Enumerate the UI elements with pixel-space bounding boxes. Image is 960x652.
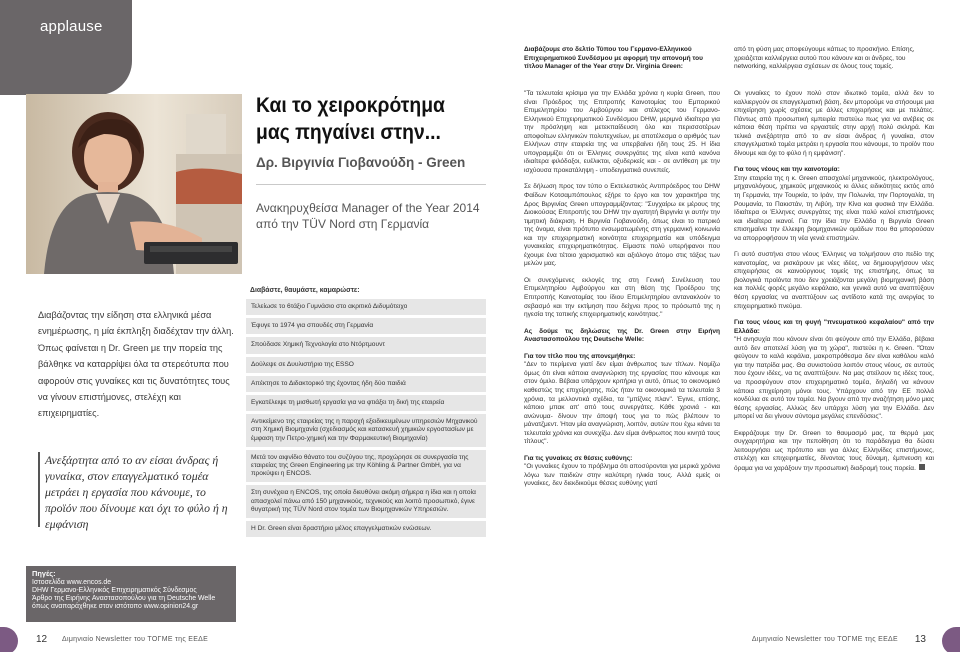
- article-paragraph: "Τα τελευταία κρίσιμα για την Ελλάδα χρόνια η κυρία Green, που είναι Πρόεδρος της Επιτροπής Καινοτομίας του Εμπορικού Επιμελητηρίου του Αμβούργου και στέλεχος του Γερμανο-Ελληνικού Επιχειρηματικού Συνδέσμου DHW, μεριμνά ιδιαίτερα για την πρόσληψη και μετεκπαίδευση όλο και περισσοτέρων αποφοίτων ελληνικών πολυτεχνείων, με αποτέλεσμα ο αριθμός των Ελλήνων στην εταιρεία της να υπερβαίνει ήδη τους 25. Η ίδια υπογραμμίζει ότι οι Έλληνες συνεργάτες της είναι κατά κανόνα ιδιαίτερα φιλόδοξοι, ευέλικτοι, οξυδερκείς και - σε αντίθεση με την ισχύουσα προκατάληψη - υποδειγματικά συνεπείς.: [524, 90, 720, 174]
- question-heading: Για τον τίτλο που της απονεμήθηκε:: [524, 352, 636, 360]
- footer-right: [488, 632, 928, 650]
- press-release-heading: Διαβάζουμε στο δελτίο Τύπου του Γερμανο-Ελληνικού Επιχειρηματικού Συνδέσμου με αφορμή την απονομή του τίτλου Manager of the Year στην Dr. Virginia Green:: [524, 46, 703, 71]
- end-mark-icon: [919, 464, 925, 470]
- footer-left: [30, 632, 472, 650]
- timeline-item: Δούλεψε σε Δυυλιστήριο της ESSO: [246, 357, 486, 373]
- pull-quote: Ανεξάρτητα από το αν είσαι άνδρας ή γυναίκα, στον επαγγελματικό τομέα μετράει η εργασία που κάνουμε, το προϊόν που δίνουμε και όχι το φύλο ή η εμφάνιση: [38, 452, 234, 527]
- footer-publication: Διμηνιαίο Newsletter του ΤΟΓΜΕ της ΕΕΔΕ: [751, 636, 898, 643]
- article-paragraph: Σε δήλωση προς τον τύπο ο Εκτελεστικός Αντιπρόεδρος του DHW Φαίδων Κοτσαμπόπουλος εξήρε το έργο και τον χαρακτήρα της Δρος Βιργινίας Green υπογραμμίζοντας: "Συγχαίρω εκ μέρους της Διοικούσας Επιτροπής του DHW την αγαπητή Βιργινία γι αυτήν την τιμητική διάκριση. Η Βιργινία Γιοβανούδη, όπως είναι το πατρικό της όνομα, είναι πρότυπο ενσωματωμένης στη γερμανική κοινωνία και την επιχειρηματική κοινότητα επιχειρηματία και υπόδειγμα γυναικείας επιχειρηματικότητας. Είμαστε πολύ υπερήφανοι που έχουμε ένα τέτοιο χαρισματικό και αξιόλογο άτομο στις τάξεις των μελών μας.: [524, 183, 720, 268]
- article-author: Δρ. Βιργινία Γιοβανούδη - Green: [256, 155, 466, 170]
- sources-box: [26, 566, 236, 622]
- section-label: applause: [40, 18, 103, 35]
- article-column-1: [524, 90, 720, 497]
- portrait-photo: [26, 94, 242, 274]
- timeline-item: Στη συνέχεια η ENCOS, της οποία διευθύνει ακόμη σήμερα η ίδια και η οποία απασχολεί πάνω από 150 μηχανικούς, τεχνικούς και λοιπό προσωπικό, έγινε θυγατρική της TÜV Nord στον τομέα των Βιομηχανικών Υπηρεσιών.: [246, 485, 486, 518]
- closing-paragraph: [734, 430, 934, 474]
- timeline-item: Αντικείμενο της εταιρείας της η παροχή εξειδικευμένων υπηρεσιών Μηχανικού στη Χημική Βιομηχανία (σχεδιασμός και κατασκευή χημικών εργοστασίων με έμφαση την Πετρο-χημική και την Φαρμακευτική Βιομηχανία): [246, 414, 486, 447]
- award-subtitle: Ανακηρυχθείσα Manager of the Year 2014 από την TÜV Nord στη Γερμανία: [256, 201, 480, 231]
- source-line: Άρθρο της Ειρήνης Αναστασοπούλου για τη Deutsche Welle: [32, 595, 216, 602]
- page-edge-tab-right: [942, 627, 960, 652]
- footer-publication: Διμηνιαίο Newsletter του ΤΟΓΜΕ της ΕΕΔΕ: [62, 636, 209, 643]
- article-paragraph: "Οι γυναίκες έχουν το πρόβλημα ότι αποσύρονται για μερικά χρόνια λόγω των παιδιών στην καλύτερη ηλικία τους. Αλλά εμείς οι γυναίκες, δεν διεκδικούμε θέσεις ευθύνης γιατί: [524, 463, 720, 488]
- timeline-list: [246, 299, 486, 540]
- article-paragraph: "Δεν το περίμενα γιατί δεν είμαι άνθρωπος των τίτλων. Νομίζω όμως ότι είναι κάποια αναγνώριση της εργασίας που κάνουμε και στον όμιλο. Βέβαια υπάρχουν κριτήρια γι αυτό, όπως το οικονομικό καθεστώς της επιχείρησης, πώς ήταν τα οικονομικά τα τελευταία 3 χρόνια, τα μελλοντικά σχέδια, τα "μπίζνες πλαν". Έγινε, επίσης, κάποιο μπακ απ' από τους συνεργάτες. Κάθε χρονιά - και ανώνυμα- δίνουν την άποψή τους για το πώς βλέπουν το μάνατζμεντ. Ήταν μία αναγνώριση, λοιπόν, αυτών που έχω κάνει τα τελευταία χρόνια και συνεχίζω. Δεν είμαι άνθρωπος που κινητά τους τίτλους".: [524, 361, 720, 446]
- timeline-item: Τελείωσε το 6τάξιο Γυμνάσιο στο ακριτικό Διδυμότειχο: [246, 299, 486, 315]
- source-line: Ιστοσελίδα www.encos.de: [32, 579, 112, 586]
- section-tab: [0, 0, 132, 95]
- page-edge-tab-left: [0, 627, 18, 652]
- timeline-item: Σπούδασε Χημική Τεχνολογία στο Ντόρτμουντ: [246, 337, 486, 353]
- interview-intro: Ας δούμε τις δηλώσεις της Dr. Green στην Ειρήνη Αναστασοπούλου της Deutsche Welle:: [524, 327, 720, 344]
- timeline-item: Απέκτησε το Διδακτορικό της έχοντας ήδη δύο παιδιά: [246, 376, 486, 392]
- sources-label: Πηγές:: [32, 569, 56, 578]
- article-paragraph: Οι γυναίκες το έχουν πολύ στον ιδιωτικό τομέα, αλλά δεν το καλλιεργούν σε επαγγελματική βάση, δεν μπορούμε να στήσουμε μια επιχείρηση χωρίς σχέσεις με άλλες επιχειρήσεις και με πελάτες. Πάντως από προσωπική εμπειρία πιστεύω πως για να ανέβεις σε κάποια θέση πρέπει να εργαστείς στην αρχή πολύ σκληρά. Και τελικά ανεξάρτητα από το αν είσαι άνδρας ή γυναίκα, στον επαγγελματικό τομέα μετράει η εργασία που κάνουμε, το προϊόν που δίνουμε και όχι το φύλο ή η εμφάνιση".: [734, 90, 934, 157]
- article-column-2: [734, 90, 934, 481]
- title-divider: [256, 184, 486, 185]
- closing-text: Εκφράζουμε την Dr. Green το θαυμασμό μας, τα θερμά μας συγχαρητήρια και την πεποίθηση ότι το παράδειγμα θα δώσει λειτουργήσει ως πρότυπο και για άλλες Ελληνίδες επιστήμονες, στελέχη και επιχειρηματίες, δίνοντας τους δύναμη, έμπνευση και όραμα για να χαράξουν την προσωπική διαδρομή τους πορεία.: [734, 429, 934, 472]
- source-line: όπως αναπαράχθηκε στον ιστότοπο www.opinion24.gr: [32, 603, 199, 610]
- page-number-right: 13: [914, 634, 926, 645]
- timeline-item: Η Dr. Green είναι δραστήριο μέλος επαγγελματικών ενώσεων.: [246, 521, 486, 537]
- article-paragraph: "Η ανησυχία που κάνουν είναι ότι φεύγουν από την Ελλάδα, βέβαια αυτό δεν αποτελεί λύση για τη χώρα", πιστεύει η κ. Green. "Όταν φεύγουν το καλά κεφάλια, μακροπρόθεσμα δεν είναι καθόλου καλό για την πατρίδα μας. Θα συνιστούσα λοιπόν στους νέους, σε αυτούς που έχουν ιδέες, να τις αναπτύξουν. Να μας στείλουν τις ιδέες τους, να προσφύγουν στον επιχειρηματικό τομέα, δηλαδή να κάνουν κάποια επιχείρηση μόνοι τους. Υπάρχουν από την ΕΕ πολλά κονδύλια σε αυτό τον τομέα. Να βγουν από την αναζήτηση μόνο μιας θέσης εργασίας. Αλλιώς δεν υπάρχει λύση για την Ελλάδα. Δεν μπορεί να δει γίνουν σύντομα μεγάλες επενδύσεις".: [734, 336, 934, 421]
- intro-paragraph: Διαβάζοντας την είδηση στα ελληνικά μέσα ενημέρωσης, η μία έκπληξη διαδέχταν την άλλη. Όπως φαίνεται η Dr. Green με την πορεία της βάλθηκε να καταρρίψει όλα τα στερεότυπα που αφορούν στις γυναίκες και τις δυνατότητες τους να γίνουν επιστήμονες, στελέχη και επιχειρηματίες.: [38, 310, 234, 419]
- article-paragraph: Στην εταιρεία της η κ. Green απασχολεί μηχανικούς, ηλεκτρολόγους, μηχανολόγους, χημικούς μηχανικούς κι άλλες ειδικότητες εκτός από τη Γερμανία, την Τουρκία, το Ιράν, την Πολωνία, την Πορτογαλία, τη Ρουμανία, το Πακιστάν, τη Λιβύη, την Κίνα και φυσικά την Ελλάδα. Ιδιαίτερα οι Έλληνες συνεργάτες της είναι πολύ καλοί επιστήμονες και ιδιαίτερα ικανοί. Για την ίδια την Ελλάδα η Βιργινία Green επισημαίνει την έλλειψη βιομηχανικών ομάδων που θα μπορούσαν να απορροφήσουν τη νέα γενιά επιστημών.: [734, 174, 934, 242]
- portrait-illustration: [26, 94, 242, 274]
- question-heading: Για τους νέους και τη φυγή "πνευματικού κεφαλαίου" από την Ελλάδα:: [734, 319, 934, 335]
- timeline-item: Εγκατέλειψε τη μισθωτή εργασία για να φτιάξει τη δική της εταιρεία: [246, 395, 486, 411]
- article-paragraph: Γι αυτό συστήνει στου νέους Έλληνες να τολμήσουν στο πεδίο της καινοτομίας, να ρισκάρουν με νέες ιδέες, να δημιουργήσουν νέες επιχειρήσεις σε καινούργιους τομείς της επιστήμης, όπως τα βιολογικά προϊόντα που δεν χρειάζονται μεγάλη βιομηχανική βάση και πολλές φορές μεγάλο κεφάλαιο, και γενικά αυτό να αναπτύξουν θέση εργασίας να αναπτύξουν ως αντίδοτο κατά της ανεργίας το επιχειρηματικό πνεύμα.: [734, 251, 934, 310]
- timeline-heading: Διαβάστε, θαυμάστε, καμαρώστε:: [250, 287, 360, 294]
- timeline-item: Μετά τον αιφνίδιο θάνατο του συζύγου της, προχώρησε σε συνεργασία της εταιρείας της Green Engineering με την Köhling & Partner GmbH, για να προκύψει η ENCOS.: [246, 450, 486, 483]
- article-paragraph: Οι συνεχόμενες εκλογές της στη Γενική Συνέλευση του Επιμελητηρίου Αμβούργου και στη θέση της Προέδρου της Επιτροπής Καινοτομίας του ίδιου Επιμελητηρίου αντανακλούν το σεβασμό και την εκτίμηση που δείχνει προς το πρόσωπό της η ηγεσία της τοπικής επιχειρηματικής κοινότητας.": [524, 276, 720, 319]
- question-heading: Για τις γυναίκες σε θέσεις ευθύνης:: [524, 454, 633, 462]
- timeline-item: Έφυγε το 1974 για σπουδές στη Γερμανία: [246, 318, 486, 334]
- source-line: DHW Γερμανο-Ελληνικός Επιχειρηματικός Σύνδεσμος: [32, 587, 197, 594]
- page-title: Και το χειροκρότημα μας πηγαίνει στην...: [256, 94, 445, 144]
- continued-text-top: από τη φύση μας αποφεύγουμε κάπως το προσκήνιο. Επίσης, χρειάζεται καλλιέργεια αυτού που κάνουν και οι άνδρες, του networking, καλλιέργεια σχέσεων σε όλους τους τομείς.: [734, 46, 915, 71]
- question-heading: Για τους νέους και την καινοτομία:: [734, 166, 840, 174]
- page-number-left: 12: [36, 634, 48, 645]
